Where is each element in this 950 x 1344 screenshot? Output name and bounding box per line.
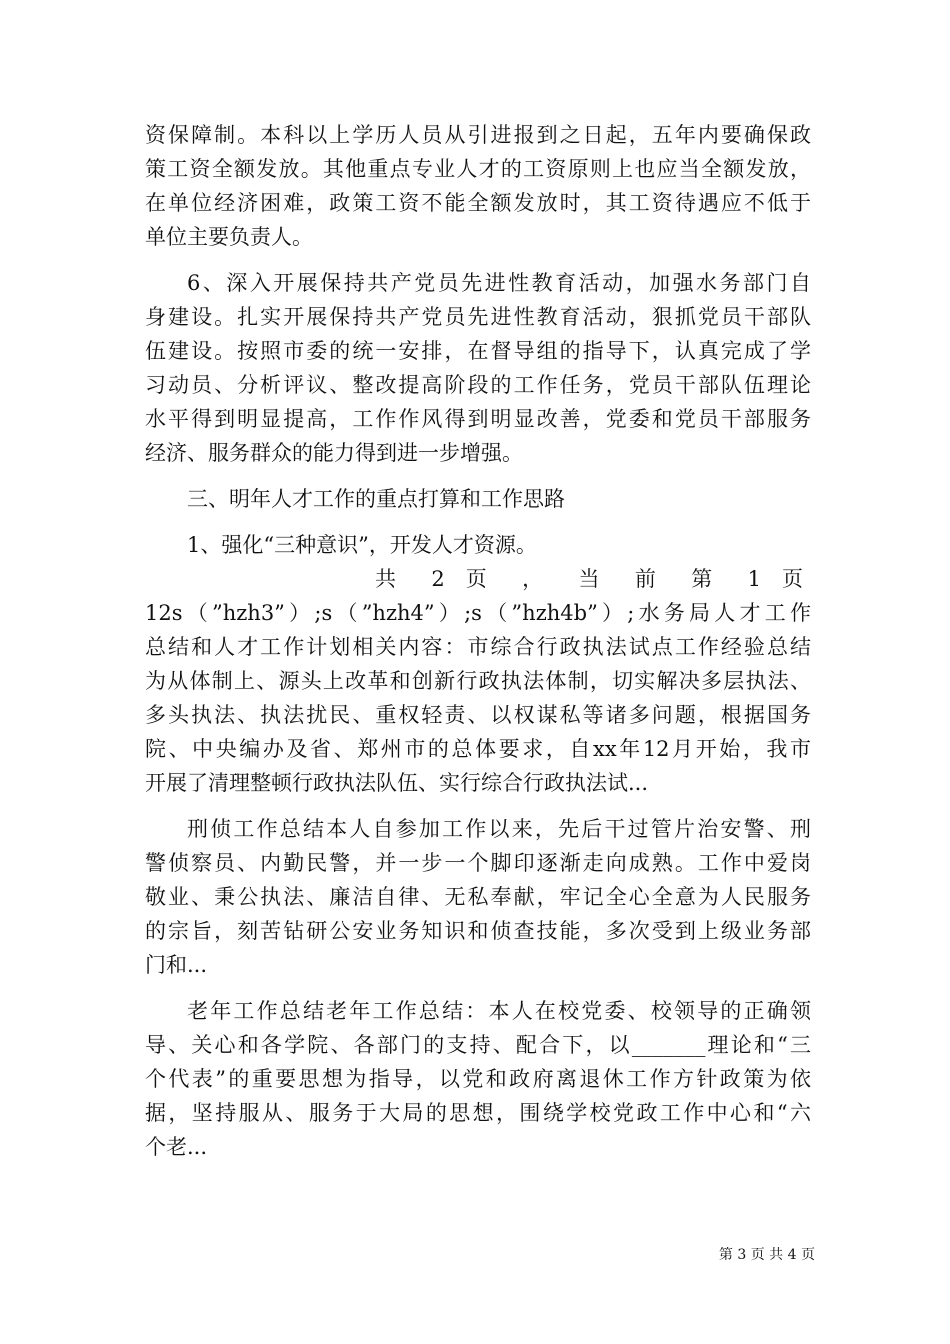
text-line: 刑侦工作总结本人自参加工作以来，先后干过管片治安警、刑 bbox=[187, 817, 811, 841]
text-line: 在单位经济困难，政策工资不能全额发放时，其工资待遇应不低于 bbox=[145, 191, 811, 215]
text-line: 单位主要负责人。 bbox=[145, 225, 313, 249]
text-line: 1、强化“三种意识”，开发人才资源。 bbox=[187, 533, 537, 557]
text-line: 导、关心和各学院、各部门的支持、配合下，以_______理论和“三 bbox=[145, 1033, 811, 1057]
text-line: 伍建设。按照市委的统一安排，在督导组的指导下，认真完成了学 bbox=[145, 339, 811, 363]
text-line: 开展了清理整顿行政执法队伍、实行综合行政执法试... bbox=[145, 771, 649, 795]
page-footer: 第 3 页 共 4 页 bbox=[718, 1247, 815, 1263]
text-line: 院、中央编办及省、郑州市的总体要求，自xx年12月开始，我市 bbox=[145, 737, 811, 761]
text-line: 策工资全额发放。其他重点专业人才的工资原则上也应当全额发放， bbox=[145, 157, 811, 181]
text-line: 老年工作总结老年工作总结：本人在校党委、校领导的正确领 bbox=[187, 999, 811, 1023]
text-line: 个代表”的重要思想为指导，以党和政府离退休工作方针政策为依 bbox=[145, 1067, 811, 1091]
text-line: 资保障制。本科以上学历人员从引进报到之日起，五年内要确保政 bbox=[145, 123, 811, 147]
text-line: 身建设。扎实开展保持共产党员先进性教育活动，狠抓党员干部队 bbox=[145, 305, 811, 329]
text-line: 水平得到明显提高，工作作风得到明显改善，党委和党员干部服务 bbox=[145, 407, 811, 431]
text-line: 门和... bbox=[145, 953, 208, 977]
text-line: 6、深入开展保持共产党员先进性教育活动，加强水务部门自 bbox=[187, 271, 811, 295]
text-line: 多头执法、执法扰民、重权轻责、以权谋私等诸多问题，根据国务 bbox=[145, 703, 811, 727]
text-line: 的宗旨，刻苦钻研公安业务知识和侦查技能，多次受到上级业务部 bbox=[145, 919, 811, 943]
text-line: 总结和人才工作计划相关内容：市综合行政执法试点工作经验总结 bbox=[145, 635, 811, 659]
text-line: 据，坚持服从、服务于大局的思想，围绕学校党政工作中心和“六 bbox=[145, 1101, 811, 1125]
text-line: 习动员、分析评议、整改提高阶段的工作任务，党员干部队伍理论 bbox=[145, 373, 811, 397]
text-line: 12s（”hzh3”）;s（”hzh4”）;s（”hzh4b”）;水务局人才工作 bbox=[145, 601, 811, 625]
text-line: 警侦察员、内勤民警，并一步一个脚印逐渐走向成熟。工作中爱岗 bbox=[145, 851, 811, 875]
text-line: 经济、服务群众的能力得到进一步增强。 bbox=[145, 441, 523, 465]
section-heading: 三、明年人才工作的重点打算和工作思路 bbox=[187, 487, 565, 511]
text-line: 个老... bbox=[145, 1135, 208, 1159]
text-line: 为从体制上、源头上改革和创新行政执法体制，切实解决多层执法、 bbox=[145, 669, 811, 693]
text-line: 敬业、秉公执法、廉洁自律、无私奉献，牢记全心全意为人民服务 bbox=[145, 885, 811, 909]
page-count-line: 共 2 页 ， 当 前 第 1 页 bbox=[375, 567, 803, 591]
